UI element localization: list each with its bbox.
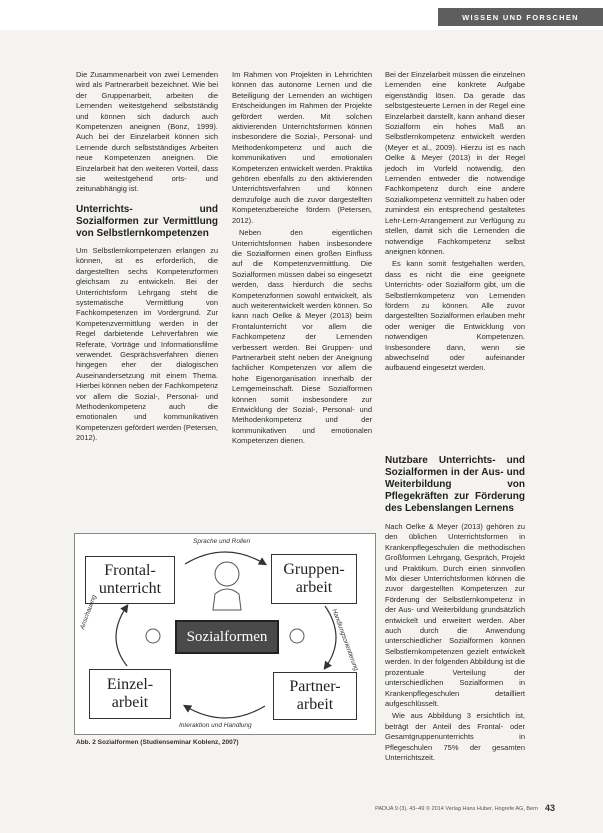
text-column-1	[76, 70, 218, 446]
paragraph: Wie aus Abbildung 3 ersichtlich ist, beträgt der Anteil des Frontal- oder Gesamtgruppenunterrichts in Pflegeschulen 75% der gesamten Unterrichtszeit.	[385, 711, 525, 762]
partnerarbeit-box	[273, 672, 357, 720]
arc-label-left: Anschauung	[79, 594, 98, 631]
gruppen-label: Gruppen- arbeit	[283, 561, 345, 596]
arc-label-right: Handlungsorientierung	[330, 608, 360, 672]
arc-label-bottom: Interaktion und Handlung	[179, 722, 252, 729]
arc-label-top: Sprache und Rollen	[193, 538, 251, 545]
frontal-label: Frontal- unterricht	[98, 562, 162, 597]
text-column-3-lower	[385, 455, 525, 765]
einzel-label: Einzel- arbeit	[106, 676, 154, 711]
section-heading: Unterrichts- und Sozialformen zur Vermittlung von Selbstlernkompetenzen	[76, 203, 218, 239]
partner-label: Partner- arbeit	[289, 678, 341, 713]
paragraph: Nach Oelke & Meyer (2013) gehören zu den üblichen Unterrichtsformen in Krankenpflegeschulen die methodischen Großformen Lehrgang, Gespräch, Projekt und Praktikum. Durch einen sinnvollen Mix dieser Unterrichtsformen können die zuvor dargestellten Kompetenzen zur Förderung der Selbstlernkompetenz in der Aus- und Weiterbildung grundsätzlich entwickelt und erweitert werden. Aber auch durch die Anwendung unterschiedlicher Sozialformen können Selbstlernkompetenzen gezielt entwickelt werden. In der folgenden Abbildung ist die prozentuale Verteilung der unterschiedlichen Sozialformen in Krankenpflegeschulen detailliert aufgeschlüsselt.	[385, 522, 525, 708]
arrow-bottom	[185, 706, 265, 718]
journal-footer: PADUA 9 (3), 43–49 © 2014 Verlag Hans Huber, Hogrefe AG, Bern	[375, 806, 538, 812]
paragraph: Die Zusammenarbeit von zwei Lernenden wird als Partnerarbeit bezeichnet. Wie bei der Gruppenarbeit, arbeiten die Lernenden weitestgehend selbstständig und können sich dadurch auch Kompetenzen aneignen (Bonz, 1999). Auch bei der Einzelarbeit können sich Lernende durch selbstständiges Arbeiten neue Kompetenzen aneignen. Die Einzelarbeit hat den weiteren Vorteil, dass sie weitestgehend orts- und zeitunabhängig ist.	[76, 70, 218, 194]
text-column-2	[232, 70, 372, 449]
sozialformen-center-box: Sozialformen	[175, 620, 279, 654]
figure-caption: Abb. 2 Sozialformen (Studienseminar Koblenz, 2007)	[76, 739, 239, 746]
gruppenarbeit-box	[271, 554, 357, 604]
paragraph: Bei der Einzelarbeit müssen die einzelnen Lernenden eine konkrete Aufgabe eigenständig lösen. Da gerade das selbstgesteuerte Lernen in der Regel eine Einzelarbeit darstellt, kann anhand dieser Sozialform ein hohes Maß an Selbstlernkompetenz entwickelt werden (Meyer et al., 2009). Hierzu ist es nach Oelke & Meyer (2013) in der Regel jedoch im Vorfeld notwendig, den Lernenden entweder die notwendige Fachkompetenz durch eine andere Sozialkompetenz vermittelt zu haben oder zumindest ein entsprechend gestaltetes Lehr-Lern-Arrangement zur Verfügung zu stellen, damit sich die Lernenden die notwendige Fachkompetenz selbst aneignen können.	[385, 70, 525, 256]
page-number: 43	[545, 803, 556, 813]
section-heading: Nutzbare Unterrichts- und Sozialformen in der Aus- und Weiterbildung von Pflegekräften zur Förderung des Lebenslangen Lernens	[385, 455, 525, 514]
arrow-left	[116, 606, 127, 666]
paragraph: Um Selbstlernkompetenzen erlangen zu können, ist es erforderlich, die dargestellten sechs Kompetenzformen gleichsam zu entwickeln. Bei der Unterrichtsform Lehrgang steht die systematische Vermittlung von Fachkompetenzen im Vordergrund. Zur Kompetenzvermittlung werden in der Regel darbietende Lehrverfahren wie Referate, Vorträge und Informationsfilme verwendet. Gesprächsverfahren dienen hingegen eher der dialogischen Auseinandersetzung mit einem Thema. Hierbei können neben der Fachkompetenz vor allem die Sozial-, Personal- und Methodenkompetenz auch die emotionalen und kommunikativen Kompetenzen gefördert werden (Petersen, 2012).	[76, 245, 218, 443]
section-label: WISSEN UND FORSCHEN	[438, 8, 603, 26]
text-column-3	[385, 70, 525, 376]
teacher-figure-icon	[215, 562, 239, 586]
paragraph: Es kann somit festgehalten werden, dass es nicht die eine geeignete Unterrichts- oder Sozialform gibt, um die Selbstlernkompetenz von Lernenden fördern zu können. Alle zuvor dargestellten Sozialformen erlauben mehr oder weniger die Entwicklung von notwendigen Kompetenzen. Insbesondere dann, wenn sie abwechselnd oder aufeinander aufbauend eingesetzt werden.	[385, 259, 525, 373]
paragraph: Im Rahmen von Projekten in Lehrrichten können das autonome Lernen und die Beteiligung der Lernenden an wichtigen Entscheidungen im Rahmen der Projekte gefördert werden. Mit solchen aktivierenden Unterrichtsformen können insbesondere die Sozial-, Personal- und Methodenkompetenz und auch die kommunikativen und emotionalen Kompetenzen entwickelt werden. Praktika gehören ebenfalls zu den aktivierenden Unterrichtsverfahren und können demzufolge auch die zuvor dargestellten Kompetenzbereiche fördern (Petersen, 2012).	[232, 70, 372, 225]
student-figure-icon	[146, 629, 160, 643]
paragraph: Neben den eigentlichen Unterrichtsformen haben insbesondere die Sozialformen einen großen Einfluss auf die Kompetenzvermittlung. Die Sozialformen müssen dabei so eingesetzt werden, dass hierdurch die sechs Kompetenzformen sowohl entwickelt, als auch weiterentwickelt werden können. So kann nach Oelke & Meyer (2013) beim Frontalunterricht vor allem die Fachkompetenz der Lernenden verbessert werden. Bei Gruppen- und Partnerarbeit steht neben der Aneignung fachlicher Kompetenzen vor allem die hohe Eigenorganisation innerhalb der Lerngemeinschaft. Diese Sozialformen können somit insbesondere zur Entwicklung der Sozial-, Personal- und Methodenkompetenz und der kommunikativen und emotionalen Kompetenzen dienen.	[232, 228, 372, 446]
frontal-unterricht-box	[85, 556, 175, 604]
student-figure-icon	[290, 629, 304, 643]
einzelarbeit-box	[89, 669, 171, 719]
social-forms-figure	[74, 533, 376, 735]
